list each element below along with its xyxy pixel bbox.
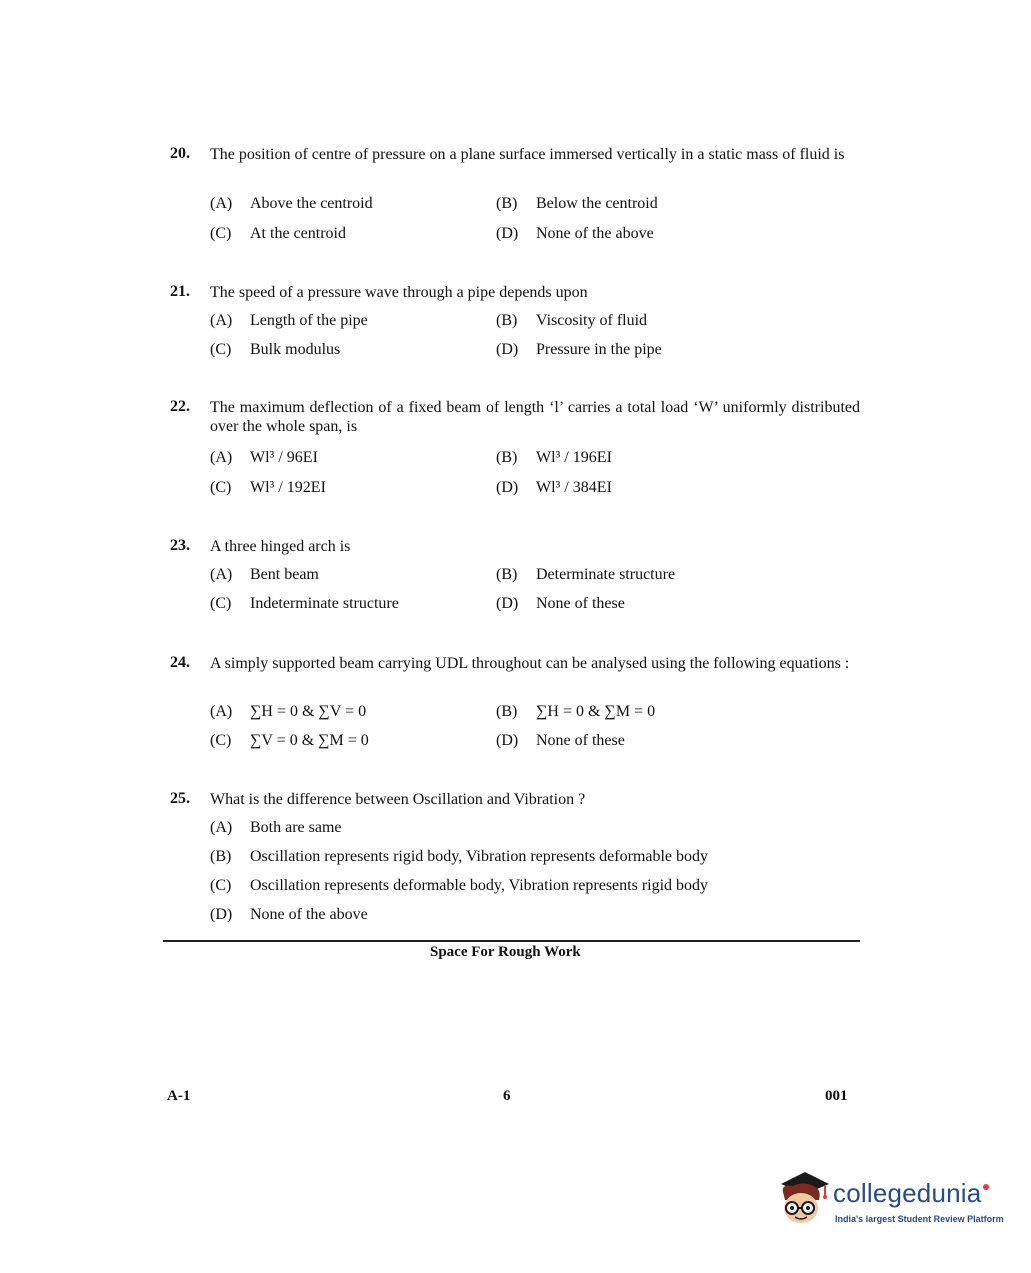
option-a: (A) ∑H = 0 & ∑V = 0 — [210, 703, 367, 720]
question-number: 21. — [170, 283, 190, 300]
option-d: (D) Pressure in the pipe — [496, 341, 662, 358]
option-a: (A) Wl³ / 96EI — [210, 449, 318, 466]
question-text: The maximum deflection of a fixed beam of length ‘l’ carries a total load ‘W’ uniformly distributed over the whole span, is — [210, 399, 860, 435]
brand-tagline: India's largest Student Review Platform — [835, 1214, 1004, 1224]
student-mascot-icon — [775, 1170, 831, 1234]
divider-rule — [163, 940, 860, 942]
option-d: (D) Wl³ / 384EI — [496, 479, 612, 496]
option-d: (D) None of these — [496, 595, 625, 612]
footer-code: A-1 — [167, 1088, 191, 1104]
option-c: (C) Indeterminate structure — [210, 595, 399, 612]
option-a: (A) Length of the pipe — [210, 312, 368, 329]
question-22 — [170, 398, 860, 496]
question-20 — [170, 145, 860, 242]
question-text: A simply supported beam carrying UDL throughout can be analysed using the following equations : — [210, 655, 850, 672]
question-text: The position of centre of pressure on a plane surface immersed vertically in a static mass of fluid is — [210, 146, 845, 163]
question-number: 25. — [170, 790, 190, 807]
question-23 — [170, 537, 860, 612]
option-b: (B) Oscillation represents rigid body, Vibration represents deformable body — [210, 848, 709, 865]
option-c: (C) Bulk modulus — [210, 341, 341, 358]
question-text: What is the difference between Oscillation and Vibration ? — [210, 791, 586, 808]
question-21 — [170, 283, 860, 358]
option-a: (A) Bent beam — [210, 566, 319, 583]
question-text: The speed of a pressure wave through a pipe depends upon — [210, 284, 588, 301]
option-b: (B) Viscosity of fluid — [496, 312, 648, 329]
option-b: (B) Wl³ / 196EI — [496, 449, 612, 466]
option-c: (C) At the centroid — [210, 225, 346, 242]
option-b: (B) Determinate structure — [496, 566, 676, 583]
page-number: 6 — [503, 1088, 511, 1104]
option-c: (C) ∑V = 0 & ∑M = 0 — [210, 732, 369, 749]
option-d: (D) None of these — [496, 732, 625, 749]
question-number: 24. — [170, 654, 190, 671]
option-d: (D) None of the above — [210, 906, 368, 923]
question-number: 22. — [170, 398, 190, 415]
option-c: (C) Oscillation represents deformable body, Vibration represents rigid body — [210, 877, 709, 894]
option-b: (B) Below the centroid — [496, 195, 658, 212]
option-a: (A) Above the centroid — [210, 195, 373, 212]
option-a: (A) Both are same — [210, 819, 342, 836]
rough-work-label: Space For Rough Work — [430, 944, 581, 960]
option-d: (D) None of the above — [496, 225, 654, 242]
option-b: (B) ∑H = 0 & ∑M = 0 — [496, 703, 656, 720]
question-24 — [170, 654, 860, 749]
question-25 — [170, 790, 860, 923]
question-text: A three hinged arch is — [210, 538, 351, 555]
brand-name: collegedunia — [833, 1178, 989, 1209]
option-c: (C) Wl³ / 192EI — [210, 479, 326, 496]
question-number: 23. — [170, 537, 190, 554]
footer-serial: 001 — [825, 1088, 848, 1104]
question-number: 20. — [170, 145, 190, 162]
brand-logo — [775, 1170, 1005, 1240]
